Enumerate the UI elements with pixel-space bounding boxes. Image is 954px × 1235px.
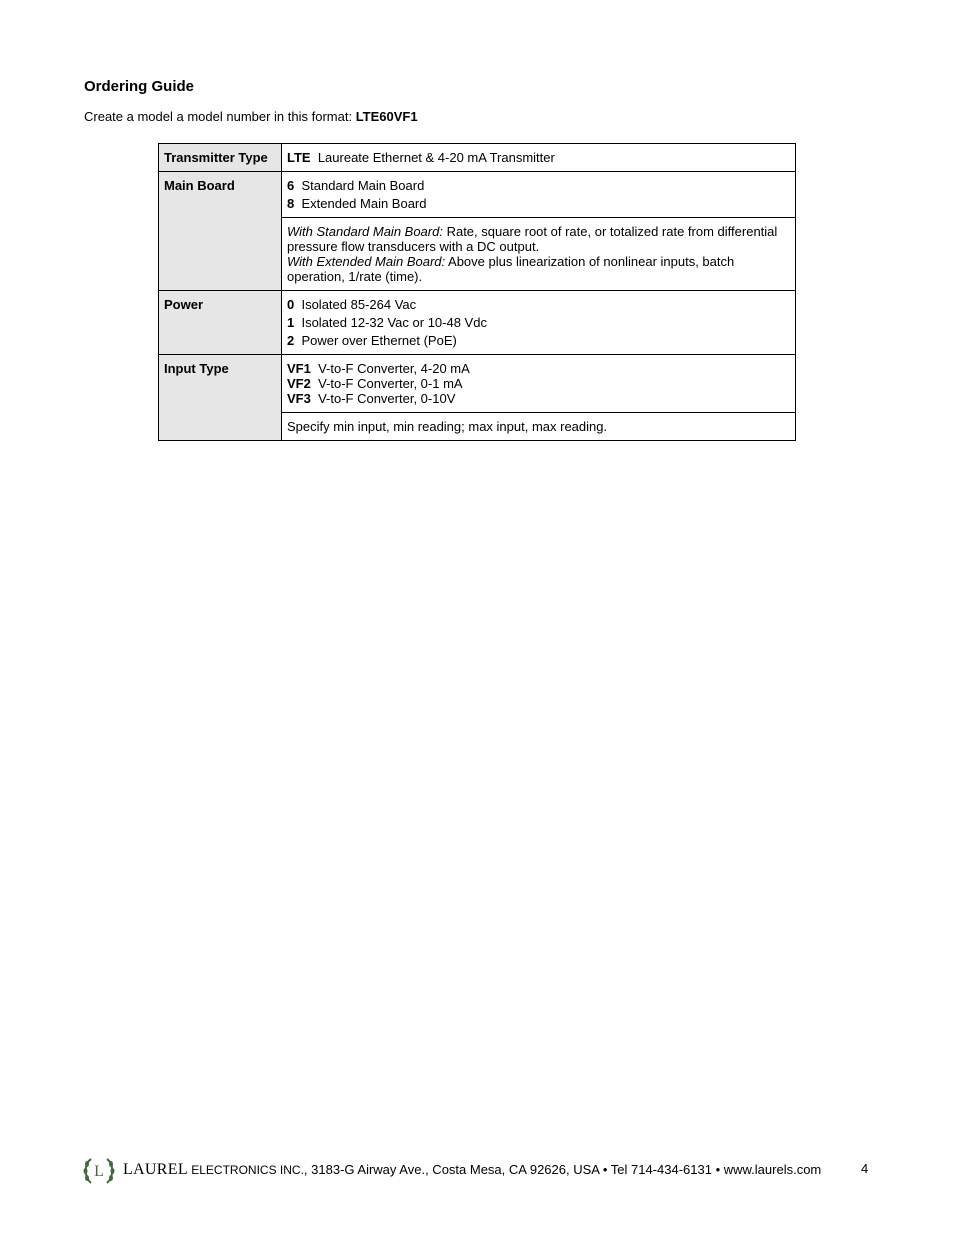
option-desc: Isolated 12-32 Vac or 10-48 Vdc <box>301 315 487 330</box>
option-code: LTE <box>287 150 311 165</box>
option-item <box>287 178 789 193</box>
option-code: 8 <box>287 196 295 211</box>
option-desc: V-to-F Converter, 0-1 mA <box>318 376 463 391</box>
option-code: VF2 <box>287 376 311 391</box>
option-cell <box>282 355 796 413</box>
note-label: With Extended Main Board: <box>287 254 446 269</box>
page-number: 4 <box>861 1161 869 1176</box>
option-desc: Laureate Ethernet & 4-20 mA Transmitter <box>317 150 555 165</box>
option-code: 6 <box>287 178 295 193</box>
option-item <box>287 391 789 406</box>
option-item <box>287 150 789 165</box>
row-label: Input Type <box>159 355 282 441</box>
option-desc: V-to-F Converter, 0-10V <box>318 391 456 406</box>
table-row <box>159 144 796 172</box>
table-row <box>159 291 796 355</box>
option-code: 2 <box>287 333 295 348</box>
option-code: 1 <box>287 315 295 330</box>
option-item <box>287 297 789 312</box>
intro-text <box>84 109 418 124</box>
company-suffix: ELECTRONICS INC. <box>187 1163 304 1177</box>
model-number-example: LTE60VF1 <box>355 109 418 124</box>
option-item <box>287 315 789 330</box>
laurel-logo-icon <box>82 1155 116 1187</box>
option-desc: Extended Main Board <box>301 196 427 211</box>
ordering-table <box>158 143 796 441</box>
option-desc: V-to-F Converter, 4-20 mA <box>318 361 470 376</box>
option-desc: Standard Main Board <box>301 178 425 193</box>
row-label: Main Board <box>159 172 282 291</box>
option-item <box>287 376 789 391</box>
row-label: Transmitter Type <box>159 144 282 172</box>
option-cell <box>282 291 796 355</box>
input-type-note: Specify min input, min reading; max input, max reading. <box>282 413 796 441</box>
option-desc: Power over Ethernet (PoE) <box>301 333 457 348</box>
brand-name: LAUREL <box>123 1161 188 1178</box>
option-cell <box>282 172 796 218</box>
option-item <box>287 361 789 376</box>
row-label: Power <box>159 291 282 355</box>
option-cell <box>282 144 796 172</box>
company-address: , 3183-G Airway Ave., Costa Mesa, CA 92626, USA • Tel 714-434-6131 • www.laurels.com <box>303 1162 822 1177</box>
note-text: Rate, square root of rate, or totalized rate from differential pressure flow transducers with a DC output. <box>287 224 778 254</box>
option-item <box>287 333 789 348</box>
option-item <box>287 196 789 211</box>
section-heading: Ordering Guide <box>84 78 195 95</box>
option-desc: Isolated 85-264 Vac <box>301 297 417 312</box>
option-code: VF1 <box>287 361 311 376</box>
page-footer <box>82 1155 872 1187</box>
table-row <box>159 355 796 413</box>
note-label: With Standard Main Board: <box>287 224 443 239</box>
option-code: 0 <box>287 297 295 312</box>
table-row <box>159 172 796 218</box>
main-board-note <box>282 218 796 291</box>
option-code: VF3 <box>287 391 311 406</box>
intro-sentence: Create a model a model number in this format: <box>84 109 356 124</box>
logo-letter: L <box>94 1163 104 1180</box>
note-text: Above plus linearization of nonlinear inputs, batch operation, 1/rate (time). <box>287 254 735 284</box>
footer-text <box>123 1161 821 1179</box>
